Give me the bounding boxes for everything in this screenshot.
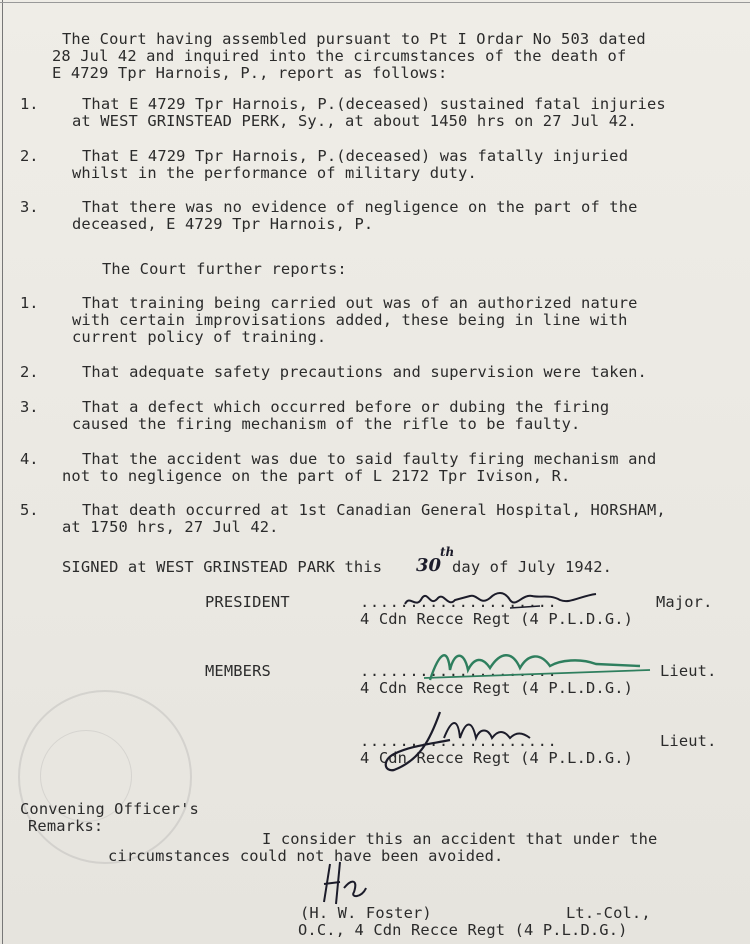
further-number: 2. [20, 363, 39, 381]
member2-signature [380, 700, 580, 780]
further-line: That a defect which occurred before or dubing the firing [82, 398, 610, 416]
members-label: MEMBERS [205, 662, 271, 680]
officer-unit: O.C., 4 Cdn Recce Regt (4 P.L.D.G.) [298, 921, 628, 939]
intro-line-2: 28 Jul 42 and inquired into the circumstances of the death of [52, 47, 627, 65]
finding-line: That there was no evidence of negligence on the part of the [82, 198, 638, 216]
finding-number: 2. [20, 147, 39, 165]
convening-label: Convening Officer's [20, 800, 199, 818]
intro-line-1: The Court having assembled pursuant to Pt I Ordar No 503 dated [62, 30, 646, 48]
member1-signature [420, 640, 660, 690]
president-dots: .................... [360, 593, 558, 611]
page-left-border [2, 0, 3, 944]
remarks-label: Remarks: [28, 817, 104, 835]
intro-line-3: E 4729 Tpr Harnois, P., report as follows: [52, 64, 448, 82]
further-line: not to negligence on the part of L 2172 Tpr Ivison, R. [62, 467, 571, 485]
member1-unit: 4 Cdn Recce Regt (4 P.L.D.G.) [360, 679, 634, 697]
further-number: 3. [20, 398, 39, 416]
president-signature [400, 582, 620, 622]
further-line: That death occurred at 1st Canadian General Hospital, HORSHAM, [82, 501, 666, 519]
president-label: PRESIDENT [205, 593, 290, 611]
member1-rank: Lieut. [660, 662, 717, 680]
officer-rank: Lt.-Col., [566, 904, 651, 922]
further-number: 5. [20, 501, 39, 519]
signed-day-suffix: th [440, 545, 455, 559]
further-line: That the accident was due to said faulty firing mechanism and [82, 450, 657, 468]
further-number: 1. [20, 294, 39, 312]
further-line: caused the firing mechanism of the rifle to be faulty. [72, 415, 581, 433]
page-top-border [0, 2, 750, 3]
member1-dots: .................... [360, 662, 558, 680]
remarks-line: circumstances could not have been avoided. [108, 847, 504, 865]
further-heading: The Court further reports: [102, 260, 347, 278]
finding-number: 3. [20, 198, 39, 216]
finding-line: That E 4729 Tpr Harnois, P.(deceased) was fatally injuried [82, 147, 629, 165]
finding-line: deceased, E 4729 Tpr Harnois, P. [72, 215, 374, 233]
further-line: current policy of training. [72, 328, 327, 346]
finding-number: 1. [20, 95, 39, 113]
president-unit: 4 Cdn Recce Regt (4 P.L.D.G.) [360, 610, 634, 628]
member2-rank: Lieut. [660, 732, 717, 750]
further-number: 4. [20, 450, 39, 468]
president-rank: Major. [656, 593, 713, 611]
finding-line: That E 4729 Tpr Harnois, P.(deceased) sustained fatal injuries [82, 95, 666, 113]
member2-dots: .................... [360, 732, 558, 750]
member2-unit: 4 Cdn Recce Regt (4 P.L.D.G.) [360, 749, 634, 767]
finding-line: whilst in the performance of military duty. [72, 164, 477, 182]
signed-suffix: day of July 1942. [452, 558, 613, 576]
officer-name: (H. W. Foster) [300, 904, 432, 922]
signed-day-handwritten: 30 [416, 555, 442, 576]
further-line: with certain improvisations added, these being in line with [72, 311, 628, 329]
further-line: That adequate safety precautions and supervision were taken. [82, 363, 647, 381]
further-line: at 1750 hrs, 27 Jul 42. [62, 518, 279, 536]
further-line: That training being carried out was of an authorized nature [82, 294, 638, 312]
signed-prefix: SIGNED at WEST GRINSTEAD PARK this [62, 558, 383, 576]
finding-line: at WEST GRINSTEAD PERK, Sy., at about 1450 hrs on 27 Jul 42. [72, 112, 637, 130]
remarks-line: I consider this an accident that under the [262, 830, 658, 848]
officer-signature [318, 858, 388, 908]
